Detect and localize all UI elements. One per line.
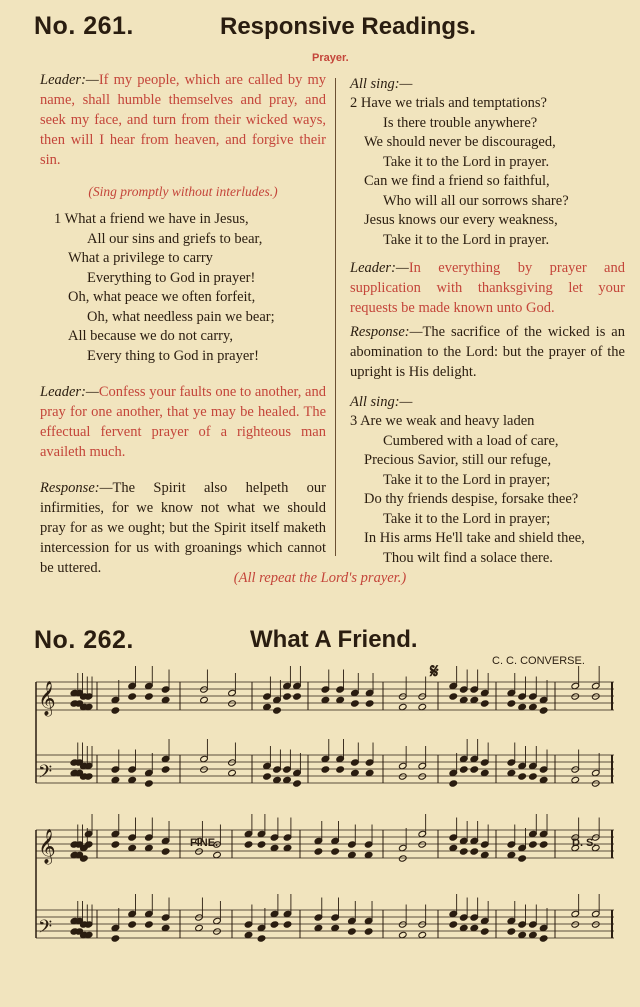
note-head <box>518 931 527 938</box>
verse-line: All because we do not carry, <box>68 328 233 344</box>
verse-line: Is there trouble anywhere? <box>383 114 538 131</box>
note-head <box>321 696 330 703</box>
note-head <box>331 924 340 931</box>
verse-line: Every thing to God in prayer! <box>87 347 259 364</box>
note-head <box>449 921 458 928</box>
note-head <box>539 935 548 942</box>
note-head <box>571 921 580 928</box>
note-head <box>470 696 479 703</box>
note-head <box>128 776 137 783</box>
note-head <box>283 921 292 928</box>
leader-text: Confess your faults one to another, and pray for one another, that ye may be healed. The effectual fervent prayer of a righteous man availeth much. <box>40 384 326 460</box>
verse-line: In His arms He'll take and shield thee, <box>364 530 585 546</box>
note-head <box>331 848 340 855</box>
note-head <box>145 693 154 700</box>
verse-line: Precious Savior, still our refuge, <box>364 452 552 468</box>
instruction-text: (Sing promptly without interludes.) <box>88 184 278 199</box>
note-head <box>449 693 458 700</box>
note-head <box>351 700 360 707</box>
verse-line: 2 Have we trials and temptations? <box>350 95 547 111</box>
verse-line: Oh, what needless pain we bear; <box>87 308 275 325</box>
all-sing-label: All sing:— <box>350 76 413 92</box>
hymn-verse-1 <box>40 210 326 366</box>
note-head <box>321 766 330 773</box>
leader-label: Leader:— <box>40 384 99 400</box>
verse-line: Take it to the Lord in prayer. <box>383 153 550 170</box>
response-label: Response:— <box>40 480 113 496</box>
response-label: Response:— <box>350 324 423 340</box>
note-head <box>273 707 282 714</box>
response-reading-2 <box>350 322 625 382</box>
note-head <box>195 924 204 931</box>
note-head <box>270 844 279 851</box>
note-head <box>200 766 209 773</box>
left-column <box>40 70 326 578</box>
note-head <box>283 844 292 851</box>
verse-line: Thou wilt find a solace there. <box>383 549 553 566</box>
note-head <box>507 769 516 776</box>
note-head <box>507 851 516 858</box>
note-head <box>571 776 580 783</box>
note-head <box>518 773 527 780</box>
note-head <box>111 841 120 848</box>
note-head <box>418 773 427 780</box>
note-head <box>529 703 538 710</box>
note-head <box>228 700 237 707</box>
response-reading-1 <box>40 478 326 578</box>
bass-clef-icon: 𝄢 <box>38 761 53 786</box>
all-sing-label: All sing:— <box>350 394 413 410</box>
note-head <box>591 921 600 928</box>
note-head <box>336 696 345 703</box>
note-head <box>270 921 279 928</box>
note-head <box>84 841 93 848</box>
note-head <box>459 848 468 855</box>
note-head <box>480 928 489 935</box>
fine-marking: FINE. <box>190 837 219 849</box>
note-head <box>507 700 516 707</box>
note-head <box>571 693 580 700</box>
note-head <box>263 773 272 780</box>
leader-text: In everything by prayer and supplication with thanksgiving let your requests be made known unto God. <box>350 260 625 316</box>
segno-icon: 𝄋 <box>430 661 439 683</box>
note-head <box>111 935 120 942</box>
note-head <box>161 924 170 931</box>
note-head <box>539 841 548 848</box>
note-head <box>348 851 357 858</box>
note-head <box>571 844 580 851</box>
note-head <box>336 766 345 773</box>
verse-line: We should never be discouraged, <box>364 134 556 150</box>
note-head <box>263 703 272 710</box>
note-head <box>459 696 468 703</box>
note-head <box>161 766 170 773</box>
leader-text: If my people, which are called by my name, shall humble themselves and pray, and seek my face, and turn from their wicked ways, then will I hear from heaven, and forgive their sin. <box>40 72 326 168</box>
leader-label: Leader:— <box>40 72 99 88</box>
note-head <box>195 848 204 855</box>
leader-reading-2 <box>40 382 326 462</box>
verse-line: Who will all our sorrows share? <box>383 192 569 209</box>
page-title: Responsive Readings. <box>220 13 477 40</box>
note-head <box>111 776 120 783</box>
note-head <box>470 848 479 855</box>
hymn-number-262: No. 262. <box>34 626 134 654</box>
note-head <box>398 773 407 780</box>
note-head <box>228 769 237 776</box>
note-head <box>128 921 137 928</box>
note-head <box>273 776 282 783</box>
note-head <box>591 844 600 851</box>
verse-line: 1 What a friend we have in Jesus, <box>54 211 249 227</box>
hymn-verse-3 <box>350 412 625 568</box>
response-text: The Spirit also helpeth our infirmities, for we know not what we should pray for as we ought; but the Spirit itself maketh intercession for us with groanings which cannot be uttered. <box>40 480 326 576</box>
note-head <box>145 780 154 787</box>
note-head <box>314 848 323 855</box>
note-head <box>418 841 427 848</box>
sheet-music <box>0 660 640 1007</box>
note-head <box>518 855 527 862</box>
verse-line: Take it to the Lord in prayer; <box>383 510 551 527</box>
footer-instruction: (All repeat the Lord's prayer.) <box>233 570 407 586</box>
note-head <box>480 769 489 776</box>
note-head <box>518 703 527 710</box>
note-head <box>418 931 427 938</box>
leader-label: Leader:— <box>350 260 409 276</box>
treble-clef-icon: 𝄞 <box>38 682 56 715</box>
note-head <box>539 707 548 714</box>
note-head <box>480 851 489 858</box>
response-text: The sacrifice of the wicked is an abomination to the Lord: but the prayer of the upright is His delight. <box>350 324 625 380</box>
note-head <box>449 780 458 787</box>
verse-line: Take it to the Lord in prayer. <box>383 231 550 248</box>
verse-line: All our sins and griefs to bear, <box>87 230 263 247</box>
note-head <box>539 776 548 783</box>
note-head <box>470 766 479 773</box>
note-head <box>529 931 538 938</box>
note-head <box>111 707 120 714</box>
section-subtitle: Prayer. <box>312 52 349 64</box>
note-head <box>128 844 137 851</box>
note-head <box>591 780 600 787</box>
note-head <box>161 696 170 703</box>
note-head <box>351 769 360 776</box>
note-head <box>283 693 292 700</box>
verse-line: Everything to God in prayer! <box>87 269 256 286</box>
right-column <box>350 74 625 568</box>
verse-line: What a privilege to carry <box>68 250 213 266</box>
note-head <box>348 928 357 935</box>
composer-credit: C. C. CONVERSE. <box>492 655 585 667</box>
bass-clef-icon: 𝄢 <box>38 916 53 941</box>
hymn-number-261: No. 261. <box>34 12 134 40</box>
column-divider <box>335 78 336 556</box>
note-head <box>293 780 302 787</box>
note-head <box>283 776 292 783</box>
note-head <box>161 848 170 855</box>
note-head <box>145 844 154 851</box>
note-head <box>213 851 222 858</box>
verse-line: Oh, what peace we often forfeit, <box>68 289 256 305</box>
verse-line: 3 Are we weak and heavy laden <box>350 413 535 429</box>
note-head <box>529 773 538 780</box>
verse-line: Cumbered with a load of care, <box>383 432 559 449</box>
note-head <box>459 924 468 931</box>
note-head <box>398 931 407 938</box>
note-head <box>365 700 374 707</box>
note-head <box>244 931 253 938</box>
note-head <box>507 928 516 935</box>
note-head <box>213 928 222 935</box>
note-head <box>470 924 479 931</box>
note-head <box>398 855 407 862</box>
note-head <box>314 924 323 931</box>
note-head <box>257 841 266 848</box>
verse-line: Jesus knows our every weakness, <box>364 212 558 228</box>
note-head <box>365 769 374 776</box>
treble-clef-icon: 𝄞 <box>38 830 56 863</box>
leader-reading-3 <box>350 258 625 318</box>
note-head <box>293 693 302 700</box>
verse-line: Take it to the Lord in prayer; <box>383 471 551 488</box>
note-head <box>418 703 427 710</box>
note-head <box>364 928 373 935</box>
note-head <box>459 766 468 773</box>
note-head <box>200 696 209 703</box>
verse-line: Do thy friends despise, forsake thee? <box>364 491 579 507</box>
note-head <box>449 844 458 851</box>
note-head <box>398 703 407 710</box>
note-head <box>529 841 538 848</box>
ds-marking: D. S. <box>572 837 597 849</box>
verse-line: Can we find a friend so faithful, <box>364 173 550 189</box>
note-head <box>364 851 373 858</box>
note-head <box>244 841 253 848</box>
note-head <box>591 693 600 700</box>
note-head <box>145 921 154 928</box>
hymn-verse-2 <box>350 94 625 250</box>
note-head <box>480 700 489 707</box>
hymn-title: What A Friend. <box>250 626 418 653</box>
leader-reading-1 <box>40 70 326 170</box>
note-head <box>257 935 266 942</box>
note-head <box>128 693 137 700</box>
